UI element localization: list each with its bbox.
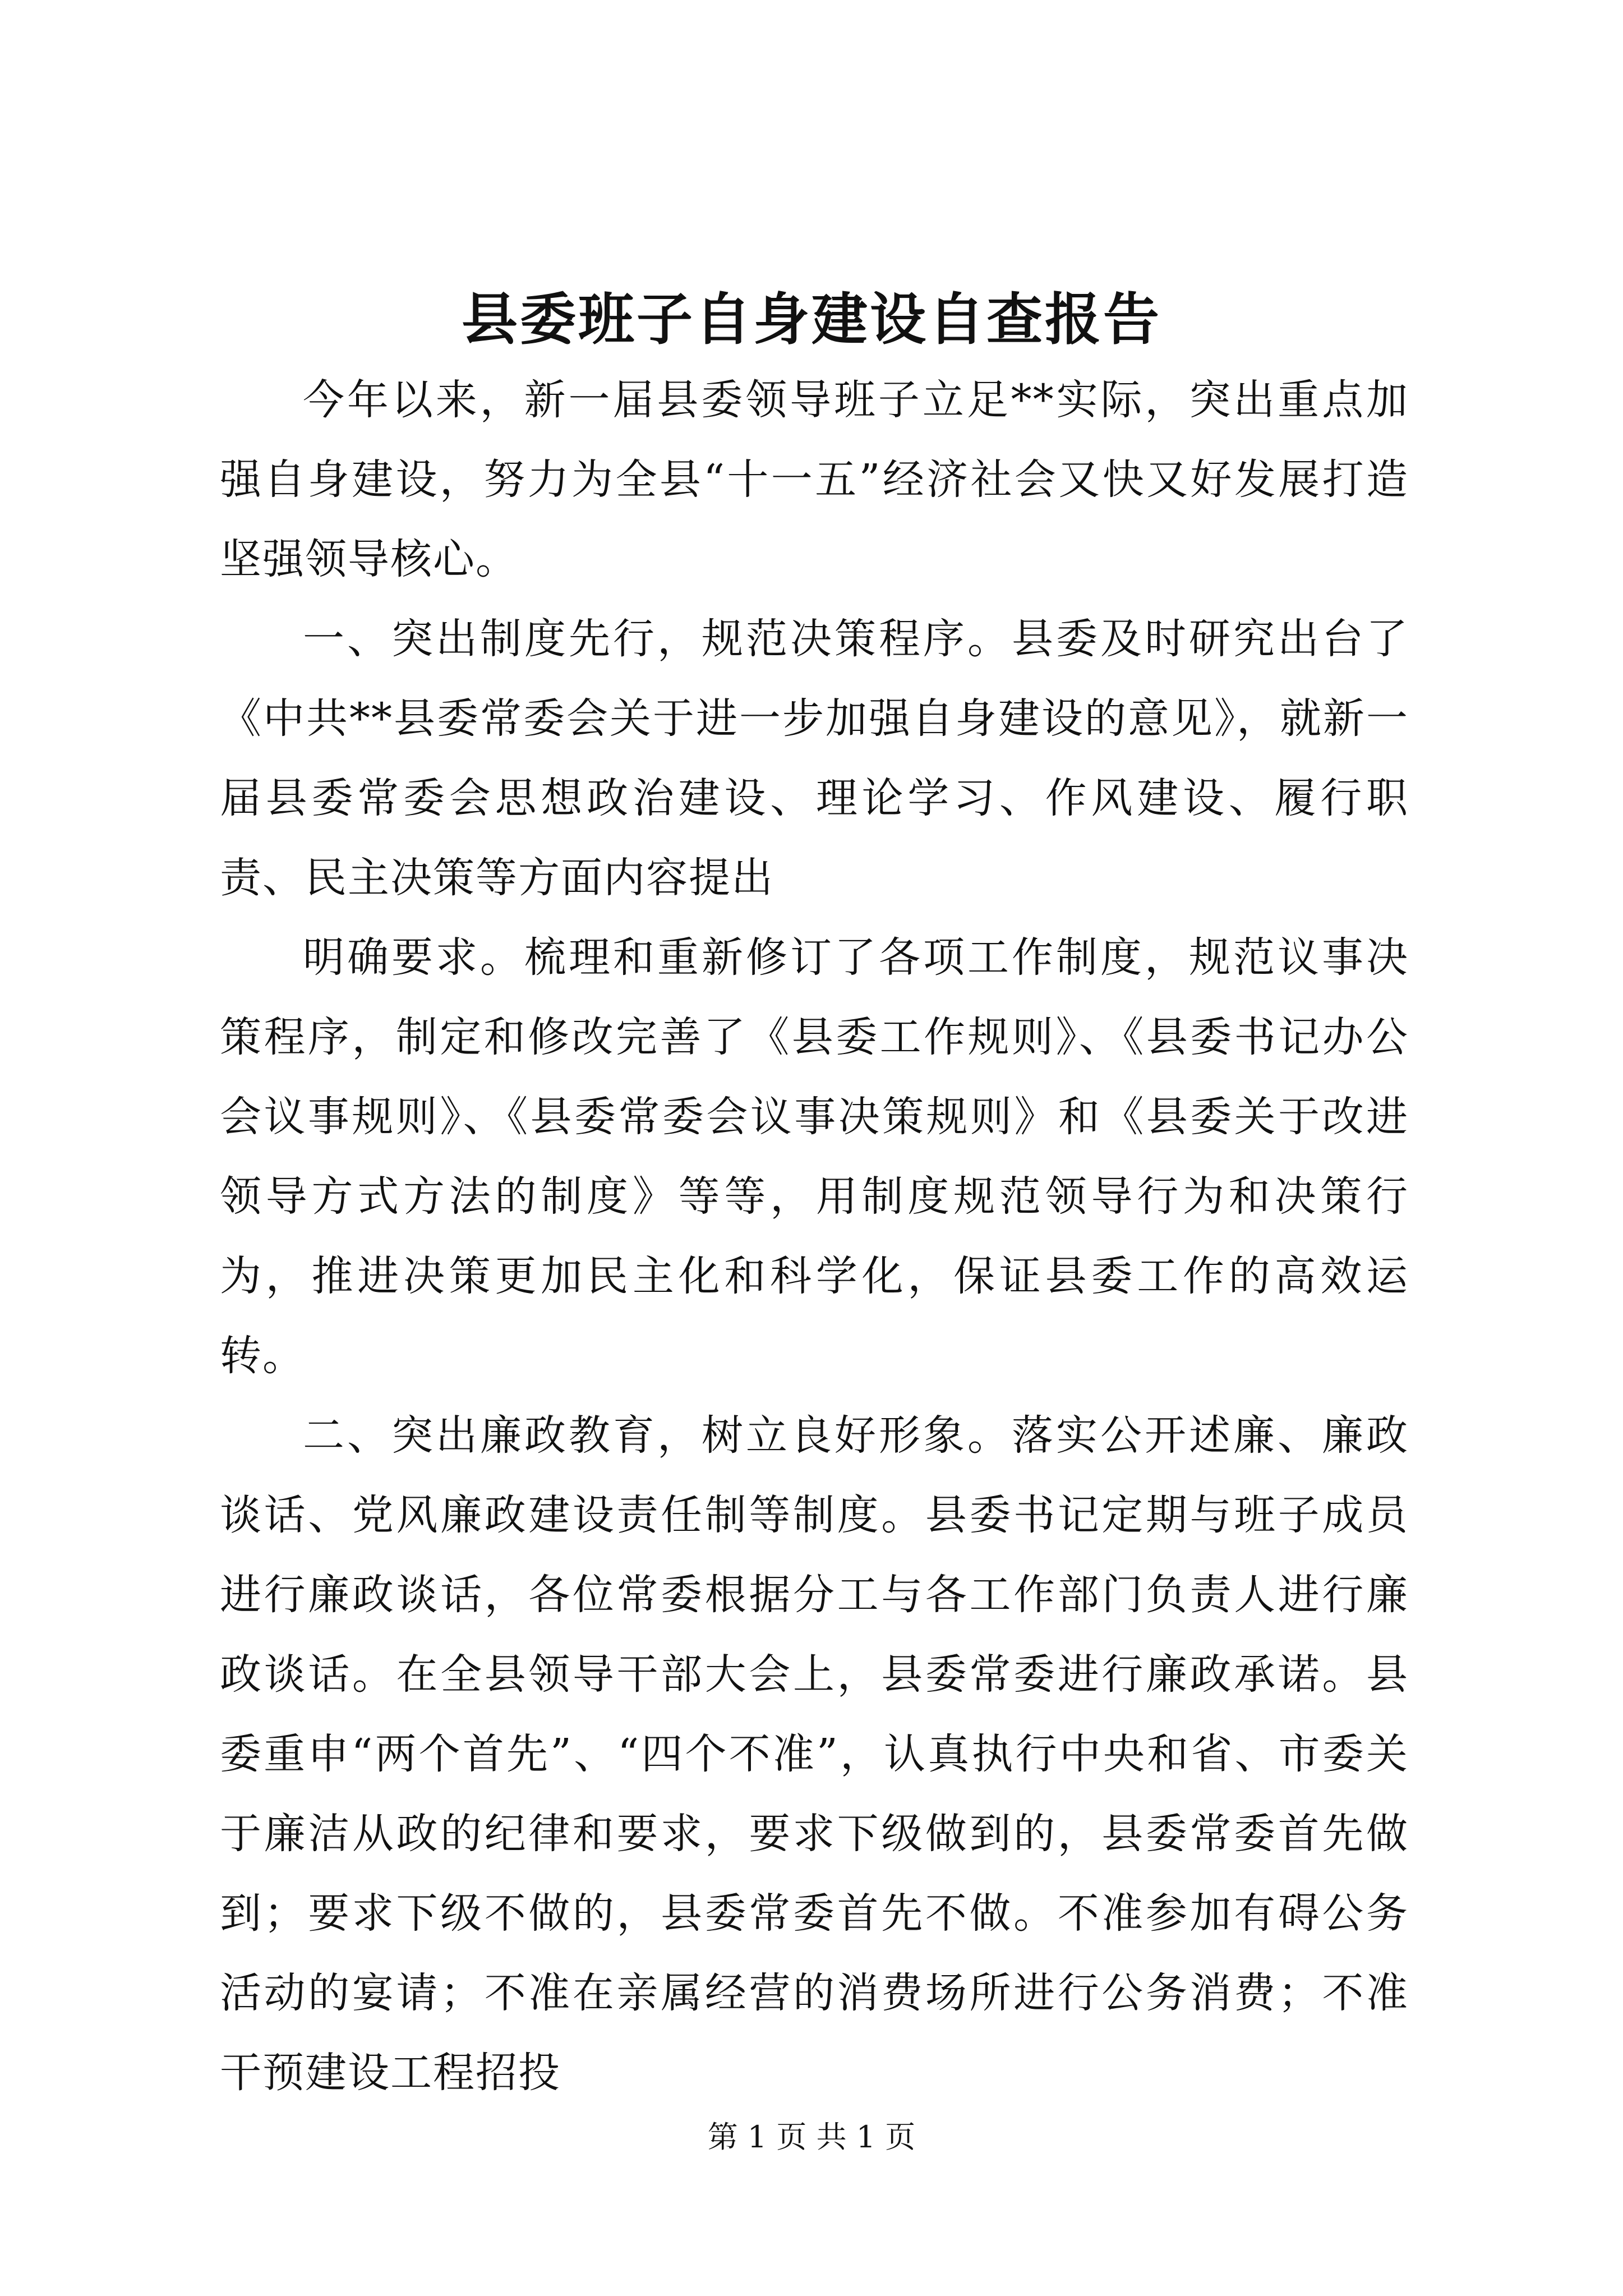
paragraph-section-1-continued: 明确要求。梳理和重新修订了各项工作制度，规范议事决策程序，制定和修改完善了《县委工作规则》、《县委书记办公会议事规则》、《县委常委会议事决策规则》和《县委关于改进领导方式方法的制度》等等，用制度规范领导行为和决策行为，推进决策更加民主化和科学化，保证县委工作的高效运转。 — [220, 933, 1409, 1380]
paragraph-section-2: 二、突出廉政教育，树立良好形象。落实公开述廉、廉政谈话、党风廉政建设责任制等制度。县委书记定期与班子成员进行廉政谈话，各位常委根据分工与各工作部门负责人进行廉政谈话。在全县领导干部大会上，县委常委进行廉政承诺。县委重申“两个首先”、“四个不准”，认真执行中央和省、市委关于廉洁从政的纪律和要求，要求下级做到的，县委常委首先做到；要求下级不做的，县委常委首先不做。不准参加有碍公务活动的宴请；不准在亲属经营的消费场所进行公务消费；不准干预建设工程招投 — [220, 1411, 1409, 2097]
document-body — [220, 360, 1409, 2113]
page-footer: 第 1 页 共 1 页 — [707, 2119, 916, 2155]
document-title: 县委班子自身建设自查报告 — [462, 287, 1161, 352]
paragraph-section-1: 一、突出制度先行，规范决策程序。县委及时研究出台了《中共**县委常委会关于进一步加强自身建设的意见》，就新一届县委常委会思想政治建设、理论学习、作风建设、履行职责、民主决策等方面内容提出 — [220, 615, 1409, 902]
paragraph-intro: 今年以来，新一届县委领导班子立足**实际，突出重点加强自身建设，努力为全县“十一五”经济社会又快又好发展打造坚强领导核心。 — [220, 376, 1409, 583]
